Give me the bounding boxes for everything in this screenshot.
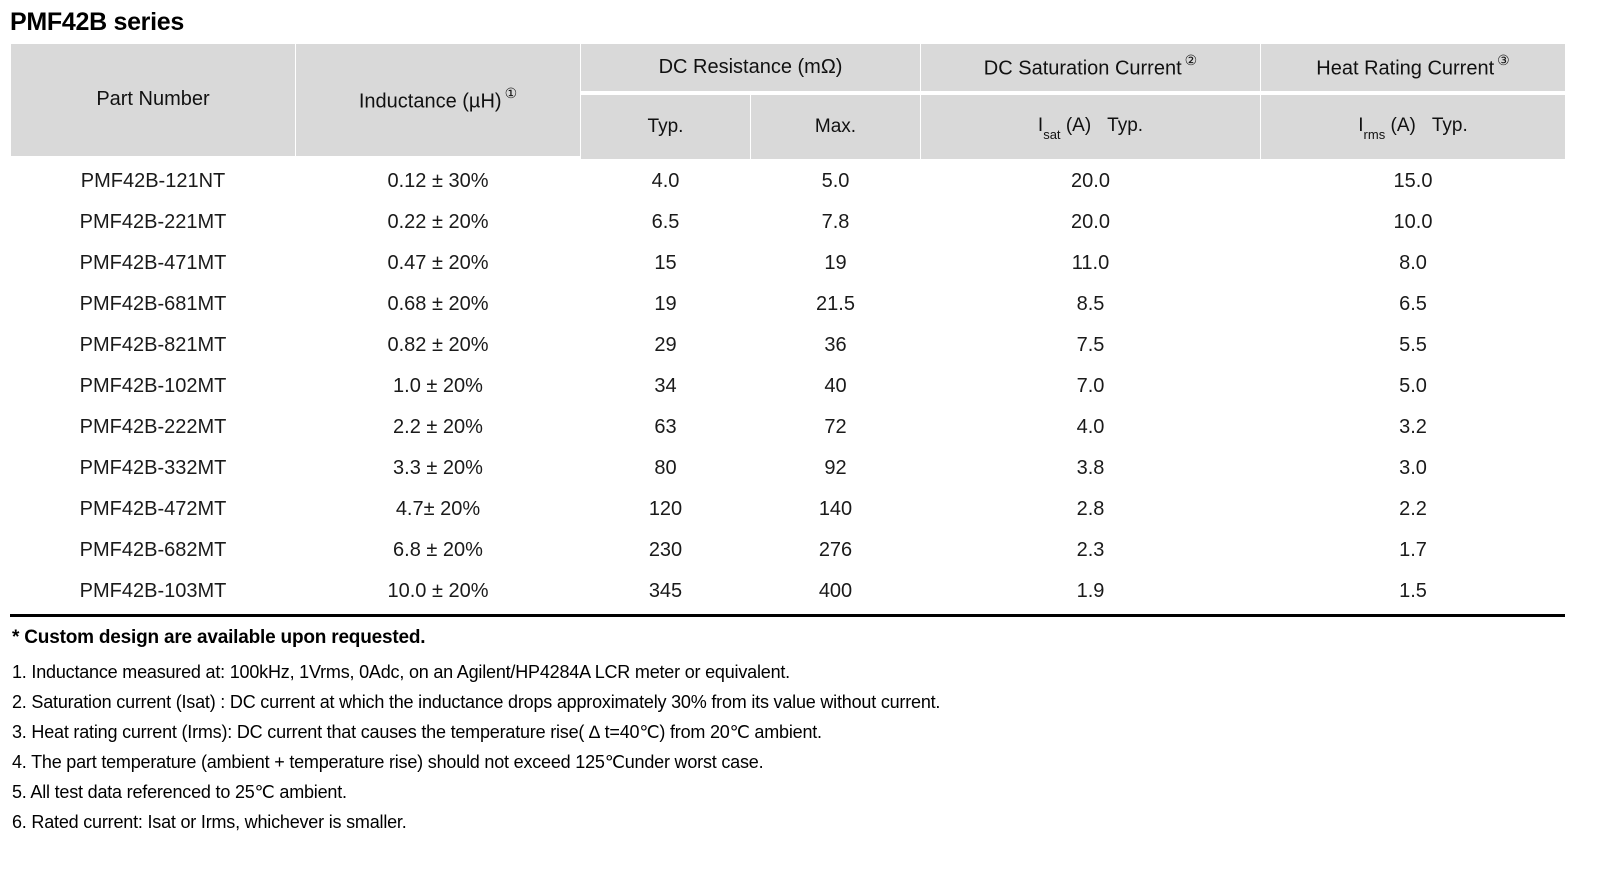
cell-irms: 8.0: [1399, 251, 1427, 274]
footnotes-section: [10, 617, 1600, 838]
column-header-heat-rating-current: Heat Rating Current ③: [1261, 44, 1566, 92]
cell-part-number: PMF42B-102MT: [79, 374, 227, 397]
table-row: [11, 448, 1566, 489]
cell-inductance: 0.22 ± 20%: [387, 210, 489, 233]
cell-inductance: 4.7± 20%: [395, 497, 481, 520]
cell-irms: 15.0: [1393, 169, 1433, 192]
cell-rdc-typ: 120: [648, 497, 683, 520]
cell-part-number: PMF42B-821MT: [79, 333, 227, 356]
cell-isat: 2.8: [1076, 497, 1105, 520]
cell-part-number: PMF42B-682MT: [79, 538, 227, 561]
cell-irms: 1.5: [1399, 579, 1427, 602]
cell-rdc-typ: 19: [654, 292, 677, 315]
cell-isat: 7.0: [1076, 374, 1105, 397]
cell-rdc-max: 19: [824, 251, 847, 274]
specification-table: [10, 43, 1566, 612]
cell-isat: 3.8: [1076, 456, 1105, 479]
cell-part-number: PMF42B-472MT: [79, 497, 227, 520]
cell-inductance: 0.47 ± 20%: [387, 251, 489, 274]
cell-rdc-max: 92: [824, 456, 847, 479]
footnote-item: 3. Heat rating current (Irms): DC current that causes the temperature rise( ∆ t=40℃) from 20℃ ambient.: [12, 721, 822, 742]
cell-irms: 2.2: [1399, 497, 1427, 520]
cell-rdc-typ: 230: [648, 538, 683, 561]
cell-irms: 1.7: [1399, 538, 1427, 561]
footnote-item: 2. Saturation current (Isat) : DC current at which the inductance drops approximately 30% from its value without current.: [12, 691, 941, 712]
column-header-rdc-typ: Typ.: [581, 94, 751, 159]
cell-isat: 11.0: [1071, 251, 1110, 274]
cell-part-number: PMF42B-471MT: [79, 251, 227, 274]
page-title: PMF42B series: [10, 8, 184, 36]
cell-isat: 8.5: [1076, 292, 1105, 315]
cell-inductance: 3.3 ± 20%: [393, 456, 483, 479]
cell-irms: 5.0: [1399, 374, 1427, 397]
cell-rdc-max: 276: [818, 538, 853, 561]
cell-part-number: PMF42B-103MT: [79, 579, 227, 602]
table-row: [11, 489, 1566, 530]
cell-inductance: 1.0 ± 20%: [393, 374, 483, 397]
footnote-item: 6. Rated current: Isat or Irms, whichever is smaller.: [12, 811, 407, 832]
cell-irms: 3.2: [1399, 415, 1427, 438]
cell-rdc-typ: 345: [648, 579, 683, 602]
column-header-part-number: Part Number: [11, 44, 296, 157]
table-row: [11, 156, 1566, 202]
column-header-isat-units: $I_{sat}$ (A) Typ.: [921, 94, 1261, 159]
cell-rdc-max: 7.8: [821, 210, 850, 233]
cell-inductance: 10.0 ± 20%: [387, 579, 489, 602]
cell-rdc-typ: 6.5: [651, 210, 680, 233]
cell-rdc-max: 21.5: [816, 292, 855, 315]
column-header-dc-saturation-current: DC Saturation Current ②: [921, 44, 1261, 92]
cell-rdc-max: 36: [824, 333, 847, 356]
footnote-list: [10, 658, 1600, 838]
cell-rdc-typ: 80: [654, 456, 677, 479]
column-header-dc-resistance: DC Resistance (mΩ): [581, 44, 921, 92]
cell-rdc-typ: 63: [654, 415, 677, 438]
cell-part-number: PMF42B-222MT: [79, 415, 227, 438]
table-row: [11, 202, 1566, 243]
cell-rdc-max: 72: [824, 415, 847, 438]
cell-rdc-max: 40: [824, 374, 847, 397]
table-row: [11, 407, 1566, 448]
table-row: [11, 530, 1566, 571]
column-header-irms-units: $I_{rms}$ (A) Typ.: [1261, 94, 1566, 159]
cell-rdc-max: 400: [818, 579, 853, 602]
cell-irms: 3.0: [1399, 456, 1427, 479]
cell-isat: 20.0: [1071, 169, 1110, 192]
table-row: [11, 571, 1566, 612]
cell-part-number: PMF42B-121NT: [80, 169, 226, 192]
cell-isat: 7.5: [1076, 333, 1105, 356]
cell-part-number: PMF42B-221MT: [79, 210, 227, 233]
cell-rdc-typ: 29: [654, 333, 677, 356]
cell-rdc-typ: 4.0: [651, 169, 680, 192]
footnote-marker-2: ②: [1184, 52, 1198, 68]
table-row: [11, 366, 1566, 407]
cell-isat: 1.9: [1076, 579, 1105, 602]
footnote-item: 4. The part temperature (ambient + temperature rise) should not exceed 125℃under worst case.: [12, 751, 764, 772]
table-row: [11, 325, 1566, 366]
table-row: [11, 284, 1566, 325]
table-header-row-main: [11, 44, 1566, 92]
cell-isat: 20.0: [1071, 210, 1110, 233]
table-row: [11, 243, 1566, 284]
cell-part-number: PMF42B-332MT: [79, 456, 227, 479]
cell-rdc-max: 140: [818, 497, 853, 520]
cell-rdc-max: 5.0: [821, 169, 850, 192]
cell-inductance: 6.8 ± 20%: [393, 538, 483, 561]
cell-irms: 6.5: [1399, 292, 1427, 315]
cell-isat: 4.0: [1076, 415, 1105, 438]
cell-inductance: 0.68 ± 20%: [387, 292, 489, 315]
cell-irms: 5.5: [1399, 333, 1427, 356]
footnote-marker-1: ①: [504, 84, 518, 101]
table-head: [11, 44, 1566, 157]
cell-inductance: 0.82 ± 20%: [387, 333, 489, 356]
custom-design-note: * Custom design are available upon requested.: [12, 626, 426, 648]
table-body: [11, 156, 1566, 612]
column-header-inductance: Inductance (µH) ①: [296, 44, 581, 157]
cell-inductance: 2.2 ± 20%: [393, 415, 483, 438]
cell-irms: 10.0: [1393, 210, 1433, 233]
cell-rdc-typ: 34: [654, 374, 677, 397]
footnote-marker-3: ③: [1497, 52, 1510, 68]
footnote-item: 5. All test data referenced to 25℃ ambient.: [12, 781, 347, 802]
footnote-item: 1. Inductance measured at: 100kHz, 1Vrms, 0Adc, on an Agilent/HP4284A LCR meter or equivalent.: [12, 661, 790, 682]
column-header-rdc-max: Max.: [751, 94, 921, 159]
cell-rdc-typ: 15: [654, 251, 677, 274]
cell-inductance: 0.12 ± 30%: [387, 169, 489, 192]
cell-part-number: PMF42B-681MT: [79, 292, 227, 315]
cell-isat: 2.3: [1076, 538, 1105, 561]
